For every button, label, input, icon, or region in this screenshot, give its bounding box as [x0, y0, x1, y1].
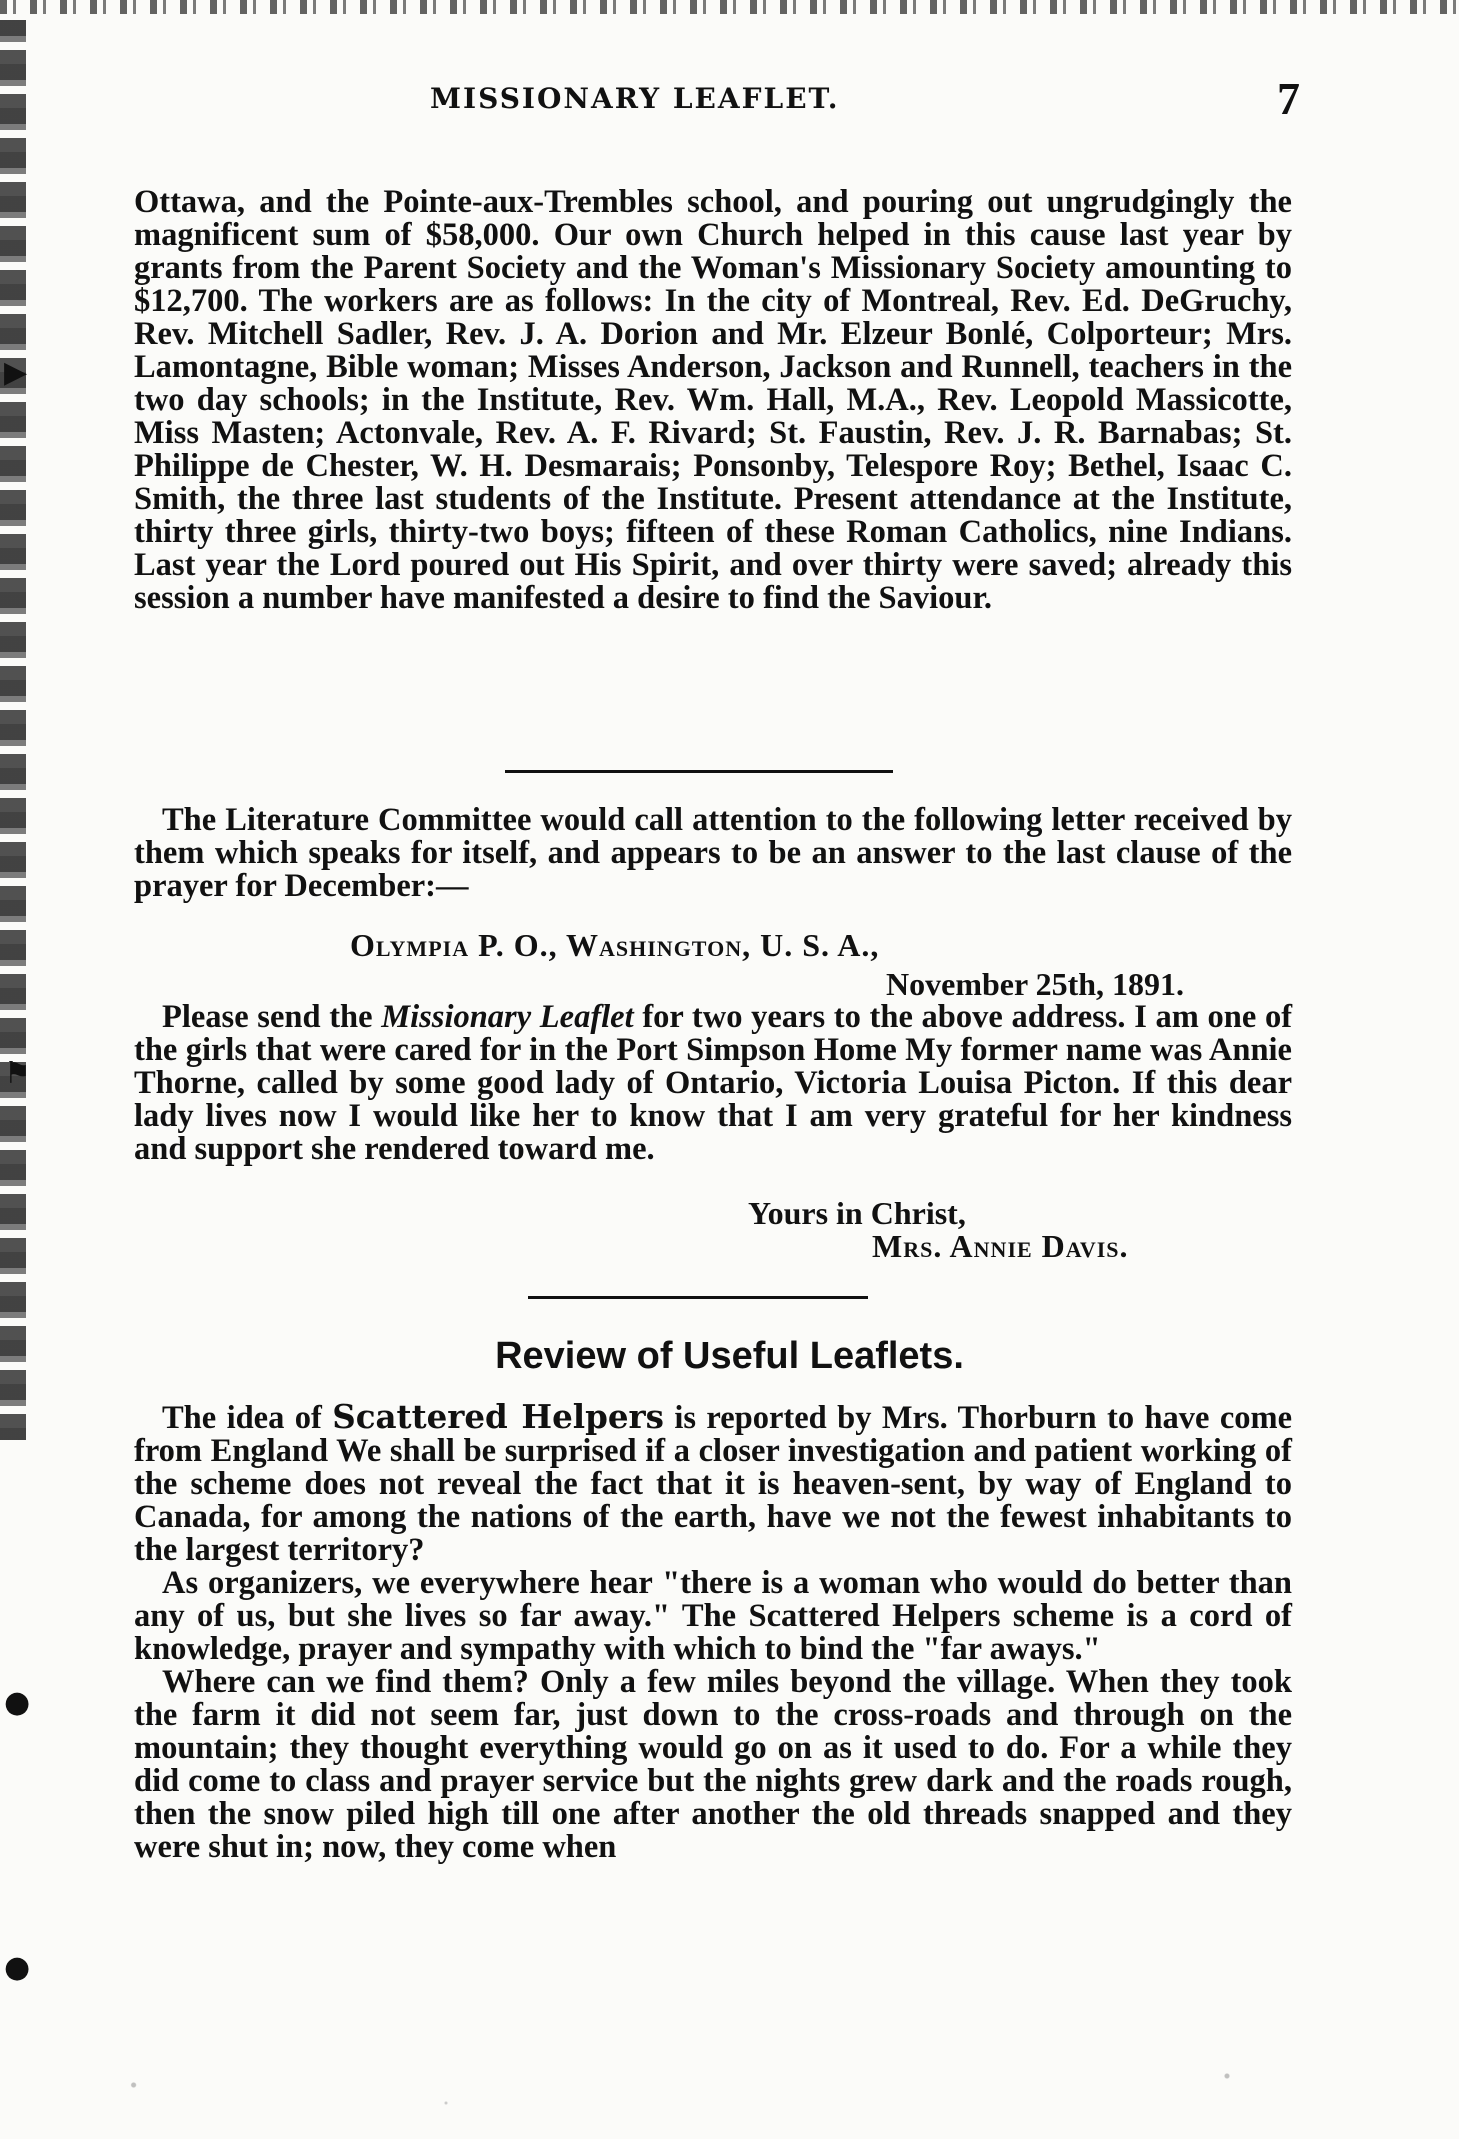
review-paragraph-1	[134, 1397, 1293, 1568]
review-paragraph-3: Where can we find them? Only a few miles beyond the village. When they took the farm it did not seem far, just down to the cross-roads and through on the mountain; they thought everything would go on as it used to do. For a while they did come to class and prayer service but the nights grew dark and the roads rough, then the snow piled high till one after another the old threads snapped and they were shut in; now, they come when	[134, 1664, 1292, 1865]
running-head: MISSIONARY LEAFLET.	[430, 82, 840, 115]
review-paragraph-2: As organizers, we everywhere hear "there is a woman who would do better than any of us, but she lives so far away." The Scattered Helpers scheme is a cord of knowledge, prayer and sympathy with which to bind the "far aways."	[134, 1565, 1292, 1667]
letter-text-pre: Please send the	[162, 999, 373, 1035]
section-review	[134, 1397, 1293, 1865]
letter-date: November 25th, 1891.	[886, 966, 1185, 1002]
letter-text-post: for two years to the above address. I am one of the girls that were cared for in the Port Simpson Home My former name was Annie Thorne, called by some good lady of Ontario, Victoria Louisa Picton. If this dear lady lives now I would like her to know that I am very grateful for her kindness and support she rendered toward me.	[134, 999, 1293, 1167]
letter-address: Olympia P. O., Washington, U. S. A.,	[350, 927, 880, 963]
page-bottom-noise	[20, 2040, 1440, 2130]
scattered-helpers-term: Scattered Helpers	[332, 1397, 664, 1436]
margin-flag-icon: ⚑	[4, 1056, 31, 1091]
section-title: Review of Useful Leaflets.	[495, 1335, 964, 1377]
margin-bullet-icon: ●	[4, 1685, 31, 1720]
section-divider	[505, 770, 893, 773]
margin-bullet-icon: ●	[4, 1950, 31, 1985]
page-header	[140, 73, 1300, 132]
section-workers	[134, 186, 1292, 615]
review-text-post: is reported by Mrs. Thorburn to have come from England We shall be surprised if a closer investigation and patient working of the scheme does not reveal the fact that it is heaven-sent, by way of England to Canada, for among the nations of the earth, have we not the fewest inhabitants to the largest territory?	[134, 1400, 1293, 1568]
page-binding-edge	[0, 20, 26, 1440]
review-text-pre: The idea of	[162, 1400, 322, 1436]
letter-paragraph	[134, 1001, 1292, 1166]
page-number: 7	[1277, 73, 1300, 124]
section-letter-intro	[134, 804, 1292, 903]
letter-body	[134, 1001, 1292, 1166]
letter-intro-paragraph: The Literature Committee would call attention to the following letter received by them which speaks for itself, and appears to be an answer to the last clause of the prayer for December:—	[134, 802, 1292, 904]
workers-paragraph: Ottawa, and the Pointe-aux-Trembles school, and pouring out ungrudgingly the magnificent sum of $58,000. Our own Church helped in this cause last year by grants from the Parent Society and the Woman's Missionary Society amounting to $12,700. The workers are as follows: In the city of Montreal, Rev. Ed. DeGruchy, Rev. Mitchell Sadler, Rev. J. A. Dorion and Mr. Elzeur Bonlé, Colporteur; Mrs. Lamontagne, Bible woman; Misses Anderson, Jackson and Runnell, teachers in the two day schools; in the Institute, Rev. Wm. Hall, M.A., Rev. Leopold Massicotte, Miss Masten; Actonvale, Rev. A. F. Rivard; St. Faustin, Rev. J. R. Barnabas; St. Philippe de Chester, W. H. Desmarais; Ponsonby, Telespore Roy; Bethel, Isaac C. Smith, the three last students of the Institute. Present attendance at the Institute, thirty three girls, thirty-two boys; fifteen of these Roman Catholics, nine Indians. Last year the Lord poured out His Spirit, and over thirty were saved; already this session a number have manifested a desire to find the Saviour.	[134, 184, 1292, 616]
page-top-edge	[0, 0, 1459, 14]
letter-signature: Mrs. Annie Davis.	[872, 1228, 1129, 1264]
section-divider	[528, 1296, 868, 1299]
margin-arrow-icon: ▶	[4, 355, 28, 390]
letter-closing: Yours in Christ,	[748, 1195, 966, 1231]
leaflet-title: Missionary Leaflet	[381, 999, 634, 1035]
